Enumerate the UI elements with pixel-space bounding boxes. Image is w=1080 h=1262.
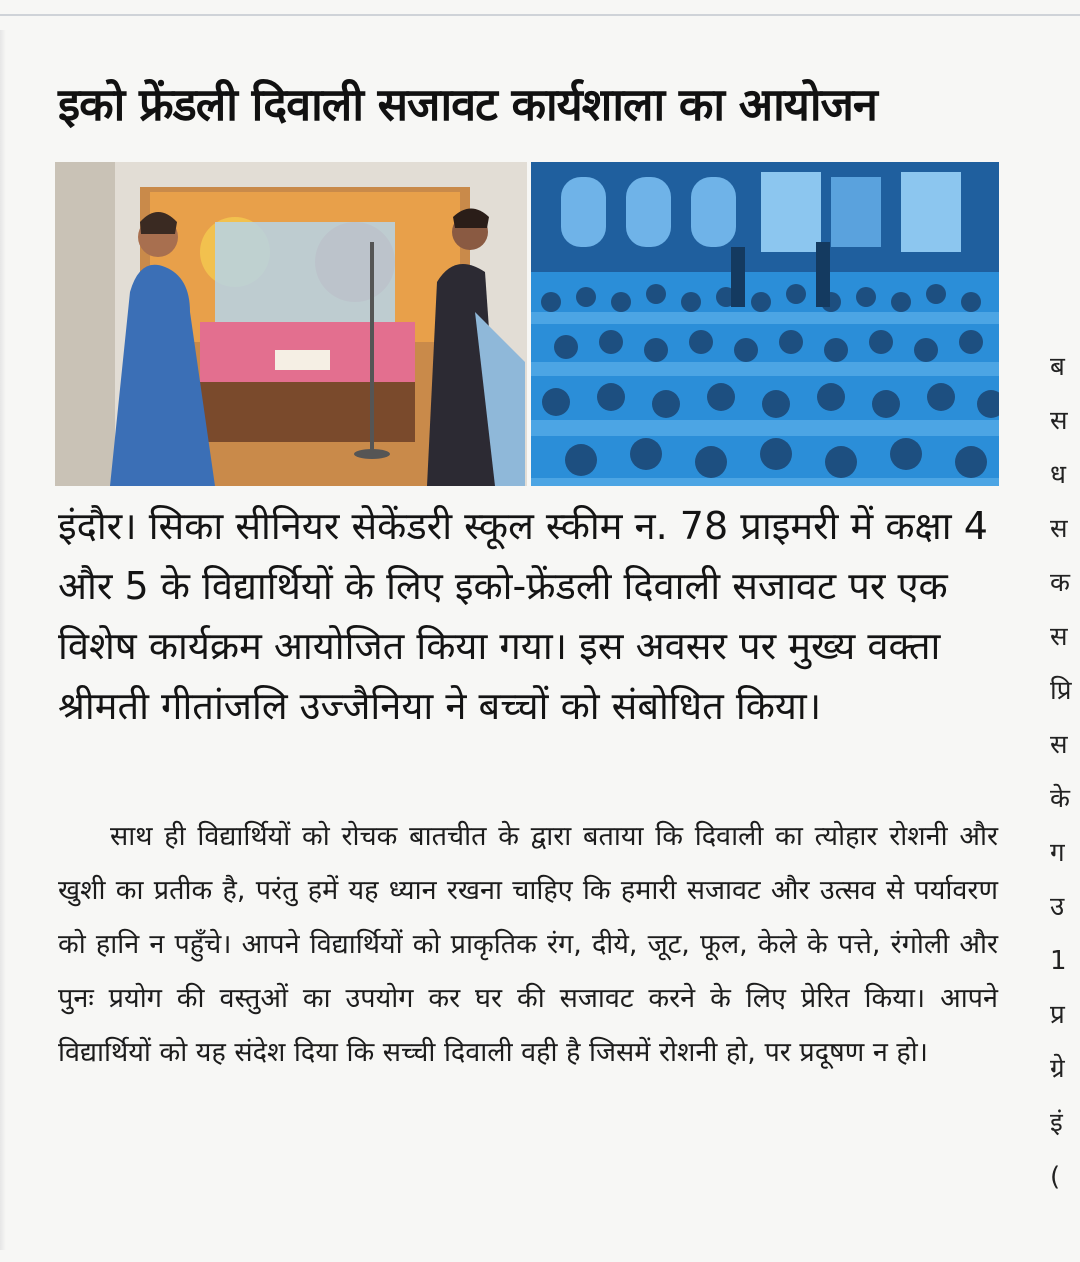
adjacent-column-fragment: स (1050, 622, 1068, 652)
top-rule (0, 14, 1080, 16)
adjacent-column-fragment: प्र (1050, 1000, 1065, 1030)
lead-paragraph: इंदौर। सिका सीनियर सेकेंडरी स्कूल स्कीम न. 78 प्राइमरी में कक्षा 4 और 5 के विद्यार्थियों के लिए इको-फ्रेंडली दिवाली सजावट पर एक विशेष कार्यक्रम आयोजित किया गया। इस अवसर पर मुख्य वक्ता श्रीमती गीतांजलि उज्जैनिया ने बच्चों को संबोधित किया। (58, 504, 988, 728)
body-paragraph-text: साथ ही विद्यार्थियों को रोचक बातचीत के द्वारा बताया कि दिवाली का त्योहार रोशनी और खुशी का प्रतीक है, परंतु हमें यह ध्यान रखना चाहिए कि हमारी सजावट और उत्सव से पर्यावरण को हानि न पहुँचे। आपने विद्यार्थियों को प्राकृतिक रंग, दीये, जूट, फूल, केले के पत्ते, रंगोली और पुनः प्रयोग की वस्तुओं का उपयोग कर घर की सजावट करने के लिए प्रेरित किया। आपने विद्यार्थियों को यह संदेश दिया कि सच्ची दिवाली वही है जिसमें रोशनी हो, पर प्रदूषण न हो। (58, 821, 998, 1068)
adjacent-column-fragment: क (1050, 568, 1070, 598)
adjacent-column-fragment: ग (1050, 838, 1065, 868)
adjacent-column-fragment: ग्रे (1050, 1054, 1065, 1084)
adjacent-column-fragment: उ (1050, 892, 1065, 922)
adjacent-column-fragment: स (1050, 730, 1068, 760)
adjacent-column-fragment: के (1050, 784, 1070, 814)
adjacent-column-fragment: स (1050, 406, 1068, 436)
speaker-photo (55, 162, 527, 486)
body-paragraph (58, 810, 998, 1080)
adjacent-column-fragment: प्रि (1050, 676, 1072, 706)
adjacent-column-fragment: ब (1050, 352, 1065, 382)
students-audience-photo (531, 162, 999, 486)
adjacent-column-fragment: इं (1050, 1108, 1063, 1138)
article-photos (55, 162, 999, 486)
article-headline: इको फ्रेंडली दिवाली सजावट कार्यशाला का आयोजन (58, 78, 877, 131)
adjacent-column-cutoff (1050, 340, 1080, 1204)
adjacent-column-fragment: ध (1050, 460, 1066, 490)
left-column-edge (0, 30, 6, 1250)
adjacent-column-fragment: स (1050, 514, 1068, 544)
adjacent-column-fragment: ( (1050, 1162, 1061, 1192)
adjacent-column-fragment: 1 (1050, 946, 1067, 976)
